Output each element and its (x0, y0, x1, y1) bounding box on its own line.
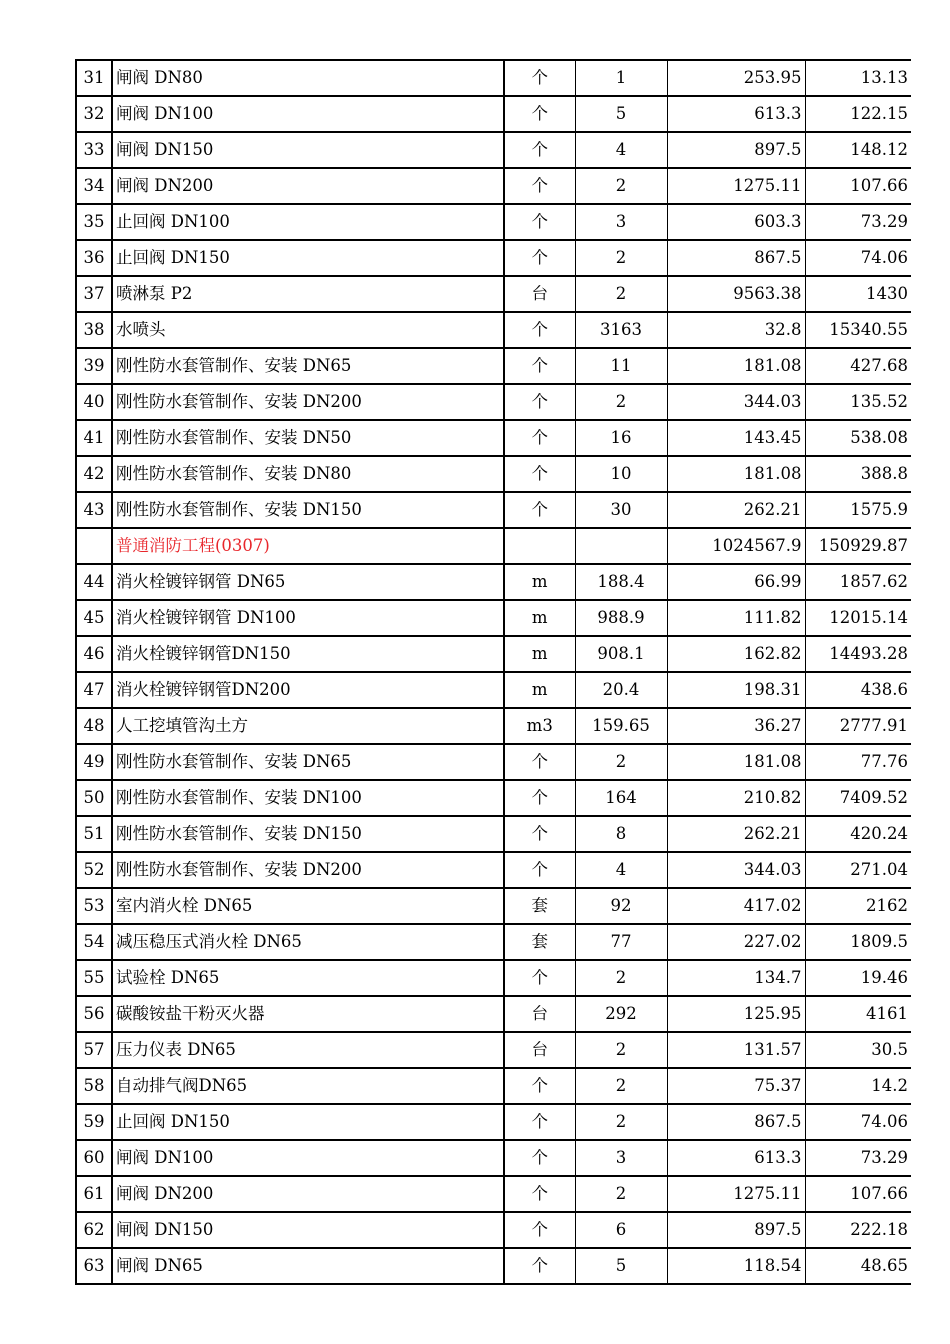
item-number-cell (76, 528, 112, 564)
unit-cell: 个 (504, 780, 575, 816)
unit-cell: 个 (504, 852, 575, 888)
quantity-cell: 2 (575, 1104, 667, 1140)
item-number-cell: 31 (76, 60, 112, 96)
total-price-cell: 14493.28 (805, 636, 911, 672)
quantity-cell: 4 (575, 132, 667, 168)
item-name-cell: 止回阀 DN100 (112, 204, 504, 240)
unit-price-cell: 1024567.9 (667, 528, 805, 564)
unit-price-cell: 417.02 (667, 888, 805, 924)
item-name-cell: 闸阀 DN100 (112, 96, 504, 132)
item-name-cell: 喷淋泵 P2 (112, 276, 504, 312)
unit-cell: 个 (504, 204, 575, 240)
unit-price-cell: 9563.38 (667, 276, 805, 312)
quantity-cell: 11 (575, 348, 667, 384)
table-row (76, 564, 911, 600)
item-name-cell: 刚性防水套管制作、安装 DN65 (112, 348, 504, 384)
unit-price-cell: 344.03 (667, 384, 805, 420)
quantity-price-table (75, 59, 911, 1285)
table-row (76, 780, 911, 816)
table-row (76, 636, 911, 672)
item-name-cell: 刚性防水套管制作、安装 DN80 (112, 456, 504, 492)
table-body (76, 60, 911, 1284)
table-row (76, 1176, 911, 1212)
unit-price-cell: 125.95 (667, 996, 805, 1032)
unit-cell: m (504, 600, 575, 636)
total-price-cell: 1575.9 (805, 492, 911, 528)
item-number-cell: 52 (76, 852, 112, 888)
unit-price-cell: 134.7 (667, 960, 805, 996)
item-name-cell: 消火栓镀锌钢管 DN65 (112, 564, 504, 600)
table-row (76, 744, 911, 780)
table-row (76, 816, 911, 852)
item-number-cell: 44 (76, 564, 112, 600)
total-price-cell: 427.68 (805, 348, 911, 384)
unit-cell: 个 (504, 96, 575, 132)
unit-price-cell: 66.99 (667, 564, 805, 600)
item-name-cell: 试验栓 DN65 (112, 960, 504, 996)
unit-cell: 个 (504, 744, 575, 780)
table-row (76, 1068, 911, 1104)
item-number-cell: 62 (76, 1212, 112, 1248)
quantity-cell: 292 (575, 996, 667, 1032)
unit-cell: 个 (504, 1248, 575, 1284)
unit-cell: 个 (504, 1104, 575, 1140)
unit-cell: 个 (504, 420, 575, 456)
item-number-cell: 33 (76, 132, 112, 168)
total-price-cell: 30.5 (805, 1032, 911, 1068)
table-row (76, 456, 911, 492)
item-name-cell: 压力仪表 DN65 (112, 1032, 504, 1068)
unit-price-cell: 262.21 (667, 492, 805, 528)
unit-price-cell: 897.5 (667, 1212, 805, 1248)
quantity-cell: 2 (575, 960, 667, 996)
unit-cell: 个 (504, 132, 575, 168)
item-number-cell: 32 (76, 96, 112, 132)
quantity-cell: 188.4 (575, 564, 667, 600)
unit-price-cell: 1275.11 (667, 168, 805, 204)
total-price-cell: 15340.55 (805, 312, 911, 348)
unit-price-cell: 118.54 (667, 1248, 805, 1284)
table-row (76, 168, 911, 204)
quantity-cell: 2 (575, 744, 667, 780)
item-name-cell: 水喷头 (112, 312, 504, 348)
item-number-cell: 35 (76, 204, 112, 240)
unit-cell: m (504, 672, 575, 708)
item-name-cell: 刚性防水套管制作、安装 DN65 (112, 744, 504, 780)
item-name-cell: 闸阀 DN80 (112, 60, 504, 96)
unit-cell: m3 (504, 708, 575, 744)
unit-price-cell: 867.5 (667, 240, 805, 276)
quantity-cell: 159.65 (575, 708, 667, 744)
unit-cell: 台 (504, 996, 575, 1032)
table-row (76, 1212, 911, 1248)
total-price-cell: 1809.5 (805, 924, 911, 960)
table-row (76, 1248, 911, 1284)
item-number-cell: 43 (76, 492, 112, 528)
item-number-cell: 56 (76, 996, 112, 1032)
item-name-cell: 刚性防水套管制作、安装 DN150 (112, 816, 504, 852)
item-number-cell: 38 (76, 312, 112, 348)
total-price-cell: 1857.62 (805, 564, 911, 600)
unit-price-cell: 897.5 (667, 132, 805, 168)
quantity-cell: 3163 (575, 312, 667, 348)
section-header-row (76, 528, 911, 564)
item-number-cell: 45 (76, 600, 112, 636)
table-row (76, 996, 911, 1032)
item-name-cell: 人工挖填管沟土方 (112, 708, 504, 744)
item-name-cell: 消火栓镀锌钢管 DN100 (112, 600, 504, 636)
item-number-cell: 60 (76, 1140, 112, 1176)
unit-price-cell: 131.57 (667, 1032, 805, 1068)
table-row (76, 960, 911, 996)
quantity-cell: 2 (575, 384, 667, 420)
total-price-cell: 73.29 (805, 204, 911, 240)
item-number-cell: 53 (76, 888, 112, 924)
unit-price-cell: 162.82 (667, 636, 805, 672)
item-name-cell: 刚性防水套管制作、安装 DN100 (112, 780, 504, 816)
quantity-cell: 908.1 (575, 636, 667, 672)
table-row (76, 384, 911, 420)
table-row (76, 492, 911, 528)
item-number-cell: 39 (76, 348, 112, 384)
item-name-cell: 闸阀 DN100 (112, 1140, 504, 1176)
total-price-cell: 271.04 (805, 852, 911, 888)
total-price-cell: 19.46 (805, 960, 911, 996)
unit-price-cell: 143.45 (667, 420, 805, 456)
item-name-cell: 消火栓镀锌钢管DN200 (112, 672, 504, 708)
total-price-cell: 148.12 (805, 132, 911, 168)
item-name-cell: 闸阀 DN200 (112, 168, 504, 204)
table-row (76, 888, 911, 924)
quantity-cell: 2 (575, 168, 667, 204)
unit-cell: 个 (504, 492, 575, 528)
item-number-cell: 54 (76, 924, 112, 960)
unit-price-cell: 181.08 (667, 744, 805, 780)
unit-cell: 个 (504, 1068, 575, 1104)
total-price-cell: 538.08 (805, 420, 911, 456)
unit-price-cell: 227.02 (667, 924, 805, 960)
total-price-cell: 150929.87 (805, 528, 911, 564)
table-row (76, 1032, 911, 1068)
quantity-cell: 77 (575, 924, 667, 960)
table-row (76, 852, 911, 888)
item-name-cell: 刚性防水套管制作、安装 DN150 (112, 492, 504, 528)
item-number-cell: 49 (76, 744, 112, 780)
item-number-cell: 48 (76, 708, 112, 744)
table-row (76, 204, 911, 240)
quantity-cell: 6 (575, 1212, 667, 1248)
item-number-cell: 59 (76, 1104, 112, 1140)
quantity-cell: 30 (575, 492, 667, 528)
table-row (76, 672, 911, 708)
unit-cell: 个 (504, 348, 575, 384)
total-price-cell: 74.06 (805, 1104, 911, 1140)
quantity-cell: 20.4 (575, 672, 667, 708)
unit-cell: 套 (504, 924, 575, 960)
total-price-cell: 12015.14 (805, 600, 911, 636)
unit-price-cell: 613.3 (667, 96, 805, 132)
table-row (76, 1104, 911, 1140)
quantity-cell: 1 (575, 60, 667, 96)
item-name-cell: 普通消防工程(0307) (112, 528, 504, 564)
total-price-cell: 77.76 (805, 744, 911, 780)
total-price-cell: 420.24 (805, 816, 911, 852)
total-price-cell: 135.52 (805, 384, 911, 420)
total-price-cell: 388.8 (805, 456, 911, 492)
table-row (76, 132, 911, 168)
unit-cell: m (504, 636, 575, 672)
quantity-cell: 2 (575, 1068, 667, 1104)
quantity-cell: 10 (575, 456, 667, 492)
total-price-cell: 2777.91 (805, 708, 911, 744)
quantity-cell: 3 (575, 1140, 667, 1176)
table-row (76, 924, 911, 960)
quantity-cell (575, 528, 667, 564)
item-number-cell: 36 (76, 240, 112, 276)
unit-cell: 个 (504, 168, 575, 204)
item-name-cell: 减压稳压式消火栓 DN65 (112, 924, 504, 960)
quantity-cell: 5 (575, 96, 667, 132)
total-price-cell: 48.65 (805, 1248, 911, 1284)
unit-cell: 个 (504, 456, 575, 492)
item-number-cell: 40 (76, 384, 112, 420)
unit-price-cell: 32.8 (667, 312, 805, 348)
total-price-cell: 222.18 (805, 1212, 911, 1248)
item-name-cell: 刚性防水套管制作、安装 DN50 (112, 420, 504, 456)
total-price-cell: 13.13 (805, 60, 911, 96)
item-name-cell: 消火栓镀锌钢管DN150 (112, 636, 504, 672)
unit-price-cell: 75.37 (667, 1068, 805, 1104)
quantity-cell: 4 (575, 852, 667, 888)
table-row (76, 60, 911, 96)
quantity-cell: 2 (575, 1176, 667, 1212)
unit-cell: m (504, 564, 575, 600)
quantity-cell: 8 (575, 816, 667, 852)
item-number-cell: 57 (76, 1032, 112, 1068)
quantity-cell: 2 (575, 1032, 667, 1068)
unit-cell: 个 (504, 1212, 575, 1248)
quantity-cell: 988.9 (575, 600, 667, 636)
quantity-cell: 2 (575, 240, 667, 276)
item-name-cell: 闸阀 DN200 (112, 1176, 504, 1212)
item-number-cell: 61 (76, 1176, 112, 1212)
unit-price-cell: 210.82 (667, 780, 805, 816)
unit-cell: 个 (504, 1140, 575, 1176)
quantity-cell: 164 (575, 780, 667, 816)
unit-cell: 个 (504, 60, 575, 96)
unit-cell: 个 (504, 1176, 575, 1212)
unit-price-cell: 1275.11 (667, 1176, 805, 1212)
unit-cell: 套 (504, 888, 575, 924)
item-number-cell: 41 (76, 420, 112, 456)
table-row (76, 708, 911, 744)
total-price-cell: 107.66 (805, 1176, 911, 1212)
item-number-cell: 51 (76, 816, 112, 852)
item-name-cell: 碳酸铵盐干粉灭火器 (112, 996, 504, 1032)
total-price-cell: 14.2 (805, 1068, 911, 1104)
unit-price-cell: 262.21 (667, 816, 805, 852)
total-price-cell: 1430 (805, 276, 911, 312)
unit-cell: 个 (504, 960, 575, 996)
item-number-cell: 63 (76, 1248, 112, 1284)
item-number-cell: 42 (76, 456, 112, 492)
quantity-cell: 16 (575, 420, 667, 456)
item-number-cell: 46 (76, 636, 112, 672)
item-name-cell: 自动排气阀DN65 (112, 1068, 504, 1104)
item-number-cell: 47 (76, 672, 112, 708)
total-price-cell: 122.15 (805, 96, 911, 132)
total-price-cell: 107.66 (805, 168, 911, 204)
unit-cell: 个 (504, 312, 575, 348)
unit-price-cell: 867.5 (667, 1104, 805, 1140)
table-row (76, 420, 911, 456)
item-name-cell: 室内消火栓 DN65 (112, 888, 504, 924)
unit-cell: 台 (504, 1032, 575, 1068)
total-price-cell: 438.6 (805, 672, 911, 708)
item-name-cell: 止回阀 DN150 (112, 240, 504, 276)
item-number-cell: 50 (76, 780, 112, 816)
unit-cell: 个 (504, 816, 575, 852)
unit-price-cell: 603.3 (667, 204, 805, 240)
quantity-cell: 92 (575, 888, 667, 924)
table-row (76, 240, 911, 276)
item-name-cell: 止回阀 DN150 (112, 1104, 504, 1140)
total-price-cell: 73.29 (805, 1140, 911, 1176)
quantity-cell: 3 (575, 204, 667, 240)
unit-price-cell: 613.3 (667, 1140, 805, 1176)
total-price-cell: 2162 (805, 888, 911, 924)
unit-price-cell: 181.08 (667, 456, 805, 492)
table-row (76, 96, 911, 132)
item-number-cell: 37 (76, 276, 112, 312)
table-row (76, 1140, 911, 1176)
item-name-cell: 闸阀 DN150 (112, 132, 504, 168)
unit-price-cell: 111.82 (667, 600, 805, 636)
total-price-cell: 7409.52 (805, 780, 911, 816)
table-row (76, 600, 911, 636)
item-number-cell: 55 (76, 960, 112, 996)
total-price-cell: 74.06 (805, 240, 911, 276)
unit-price-cell: 198.31 (667, 672, 805, 708)
quantity-cell: 2 (575, 276, 667, 312)
table-row (76, 276, 911, 312)
item-name-cell: 刚性防水套管制作、安装 DN200 (112, 852, 504, 888)
table-row (76, 312, 911, 348)
unit-cell: 个 (504, 384, 575, 420)
item-number-cell: 58 (76, 1068, 112, 1104)
unit-cell: 个 (504, 240, 575, 276)
unit-cell: 台 (504, 276, 575, 312)
unit-price-cell: 344.03 (667, 852, 805, 888)
item-name-cell: 刚性防水套管制作、安装 DN200 (112, 384, 504, 420)
item-name-cell: 闸阀 DN65 (112, 1248, 504, 1284)
unit-price-cell: 253.95 (667, 60, 805, 96)
unit-cell (504, 528, 575, 564)
unit-price-cell: 181.08 (667, 348, 805, 384)
table-row (76, 348, 911, 384)
item-name-cell: 闸阀 DN150 (112, 1212, 504, 1248)
unit-price-cell: 36.27 (667, 708, 805, 744)
item-number-cell: 34 (76, 168, 112, 204)
total-price-cell: 4161 (805, 996, 911, 1032)
quantity-cell: 5 (575, 1248, 667, 1284)
